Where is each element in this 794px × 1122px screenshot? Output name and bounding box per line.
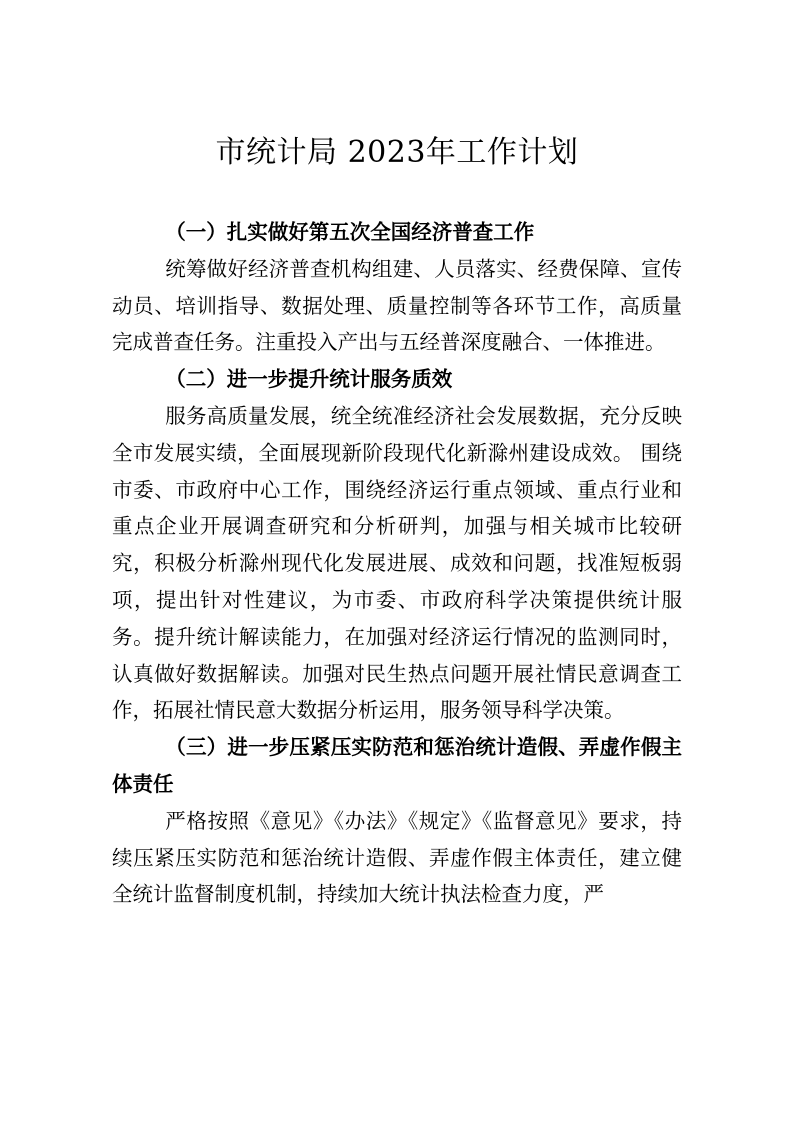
section-heading-3: （三）进一步压紧压实防范和惩治统计造假、弄虚作假主体责任 xyxy=(112,735,682,796)
document-title: 市统计局 2023年工作计划 xyxy=(215,135,579,170)
document-body xyxy=(112,214,682,913)
section-paragraph-2: 服务高质量发展，统全统准经济社会发展数据，充分反映全市发展实绩，全面展现新阶段现代化新滁州建设成效。 围绕市委、市政府中心工作，围绕经济运行重点领域、重点行业和重点企业开展调查研究和分析研判，加强与相关城市比较研究，积极分析滁州现代化发展进展、成效和问题，找准短板弱项，提出针对性建议，为市委、市政府科学决策提供统计服务。提升统计解读能力，在加强对经济运行情况的监测同时，认真做好数据解读。加强对民生热点问题开展社情民意调查工作，拓展社情民意大数据分析运用，服务领导科学决策。 xyxy=(112,403,682,723)
section-paragraph-3: 严格按照《意见》《办法》《规定》《监督意见》要求，持续压紧压实防范和惩治统计造假、弄虚作假主体责任，建立健全统计监督制度机制，持续加大统计执法检查力度，严 xyxy=(112,808,682,907)
section-heading-1: （一）扎实做好第五次全国经济普查工作 xyxy=(165,220,535,244)
section-heading-2: （二）进一步提升统计服务质效 xyxy=(165,367,453,392)
section-paragraph-1: 统筹做好经济普查机构组建、人员落实、经费保障、宣传动员、培训指导、数据处理、质量控制等各环节工作，高质量完成普查任务。注重投入产出与五经普深度融合、一体推进。 xyxy=(112,256,682,355)
